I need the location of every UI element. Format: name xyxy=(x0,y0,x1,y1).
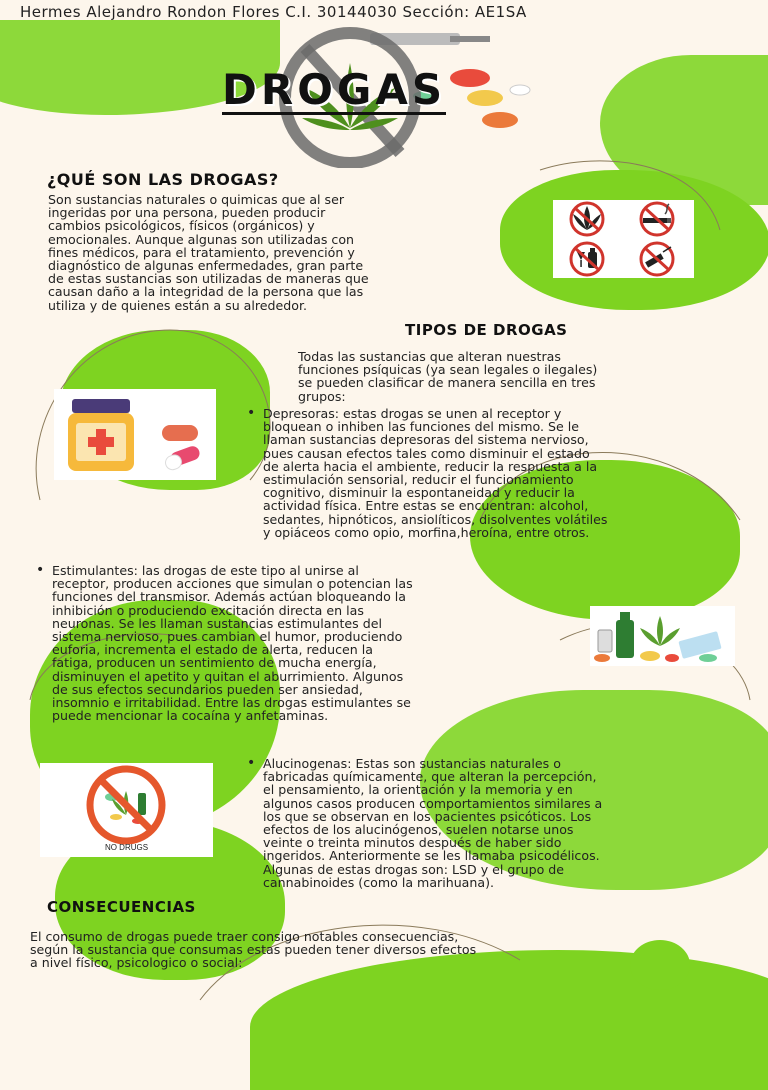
text-line: de estas sustancias son utilizadas de maneras que xyxy=(48,271,369,287)
section-heading-consequences: CONSECUENCIAS xyxy=(47,898,196,916)
text-line: fines médicos, para el tratamiento, prevención y xyxy=(48,244,355,260)
no-drugs-image xyxy=(40,763,213,857)
no-smoking-icon xyxy=(641,203,673,235)
text-line: grupos: xyxy=(298,388,346,404)
text-line: funciones del transmisor. Además actúan bloqueando la xyxy=(52,589,406,605)
text-line: ingeridos. Anteriormente se les llamaba psicodélicos. xyxy=(263,848,600,864)
no-drugs-label: NO DRUGS xyxy=(104,843,149,852)
drugs-assortment-image xyxy=(590,606,735,666)
pill-bottle-image xyxy=(54,389,216,480)
text-line: pues causan efectos tales como disminuir el estado xyxy=(263,445,590,461)
prohibition-signs-image xyxy=(553,200,694,278)
text-line: se pueden clasificar de manera sencilla en tres xyxy=(298,375,596,391)
text-line: • Depresoras: estas drogas se unen al receptor y xyxy=(263,406,562,421)
text-line: neuronas. Se les llaman sustancias estimulantes del xyxy=(52,615,382,631)
text-line: cognitivo, disminuir la espontaneidad y reducir la xyxy=(263,485,575,501)
text-line: causan daño a la integridad de la persona que las xyxy=(48,284,364,300)
text-line: utiliza y de quienes están a su alrededor. xyxy=(48,297,308,313)
bullet-depresoras xyxy=(245,407,760,539)
text-line: sistema nervioso, pues cambian el humor, produciendo xyxy=(52,629,403,645)
pill-bottle-icon xyxy=(68,399,134,471)
text-line: diagnóstico de algunas enfermedades, gran parte xyxy=(48,258,364,274)
no-marijuana-icon xyxy=(571,203,603,235)
text-line: Algunas de estas drogas son: LSD y el grupo de xyxy=(263,861,565,877)
text-line: fabricadas químicamente, que alteran la percepción, xyxy=(263,769,597,785)
section-heading-what: ¿QUÉ SON LAS DROGAS? xyxy=(47,170,279,189)
text-line: algunos casos producen comportamientos similares a xyxy=(263,795,603,811)
author-line: Hermes Alejandro Rondon Flores C.I. 30144030 Sección: AE1SA xyxy=(20,3,527,21)
text-line: de sus efectos secundarios pueden ser ansiedad, xyxy=(52,681,363,697)
section-heading-types: TIPOS DE DROGAS xyxy=(405,321,568,339)
list-item xyxy=(245,757,760,889)
text-line: Son sustancias naturales o quimicas que al ser xyxy=(48,192,345,207)
text-line: • Alucinogenas: Estas son sustancias naturales o xyxy=(263,756,561,771)
text-line: euforia, incrementa el estado de alerta, reducen la xyxy=(52,642,373,658)
section-what-body xyxy=(48,193,518,312)
text-line: disminuyen el apetito y quitan el aburrimiento. Algunos xyxy=(52,668,404,684)
text-line: y opiáceos como opio, morfina,heroína, entre otros. xyxy=(263,524,590,540)
text-line: el pensamiento, la orientación y la memoria y en xyxy=(263,782,573,798)
text-line: según la sustancia que consumas estas pueden tener diversos efectos xyxy=(30,942,477,958)
text-line: funciones psíquicas (ya sean legales o ilegales) xyxy=(298,362,598,378)
text-line: inhibición o produciendo excitación directa en las xyxy=(52,602,364,618)
text-line: actividad física. Entre estas se encuentran: alcohol, xyxy=(263,498,589,514)
text-line: veinte o treinta minutos después de haber sido xyxy=(263,835,562,851)
list-item xyxy=(245,407,760,539)
text-line: a nivel físico, psicologico o social: xyxy=(30,955,243,971)
text-line: cambios psicológicos, físicos (orgánicos) y xyxy=(48,218,315,234)
text-line: efectos de los alucinógenos, suelen notarse unos xyxy=(263,822,574,838)
pills-icon xyxy=(162,425,201,472)
text-line: los que se observan en los pacientes psicóticos. Los xyxy=(263,808,592,824)
text-line: • Estimulantes: las drogas de este tipo al unirse al xyxy=(52,563,359,578)
text-line: emocionales. Aunque algunas son utilizadas con xyxy=(48,231,355,247)
text-line: Todas las sustancias que alteran nuestras xyxy=(298,349,561,364)
text-line: ingeridas por una persona, pueden producir xyxy=(48,205,326,221)
bullet-alucinogenas xyxy=(245,757,760,889)
text-line: llaman sustancias depresoras del sistema nervioso, xyxy=(263,432,589,448)
text-line: El consumo de drogas puede traer consigo notables consecuencias, xyxy=(30,929,459,944)
list-item xyxy=(34,564,594,722)
section-types-intro xyxy=(298,350,738,403)
no-alcohol-icon xyxy=(571,243,603,275)
text-line: bloquean o inhiben las funciones del mismo. Se le xyxy=(263,419,579,435)
section-consequences-body xyxy=(30,930,730,970)
text-line: receptor, producen acciones que simulan o potencian las xyxy=(52,576,413,592)
page-title: DROGAS xyxy=(222,65,447,114)
text-line: fatiga, producen un sentimiento de mucha energía, xyxy=(52,655,377,671)
no-syringe-icon xyxy=(641,243,673,275)
text-line: insomnio e irritabilidad. Entre las drogas estimulantes se xyxy=(52,695,411,711)
text-line: estimulación sensorial, reducir el funcionamiento xyxy=(263,472,574,488)
bullet-estimulantes xyxy=(34,564,594,722)
text-line: de alerta hacia el ambiente, reducir la respuesta a la xyxy=(263,458,598,474)
text-line: sedantes, hipnóticos, ansiolíticos, disolventes volátiles xyxy=(263,511,608,527)
text-line: cannabinoides (como la marihuana). xyxy=(263,874,495,890)
text-line: puede mencionar la cocaína y anfetaminas. xyxy=(52,708,329,724)
